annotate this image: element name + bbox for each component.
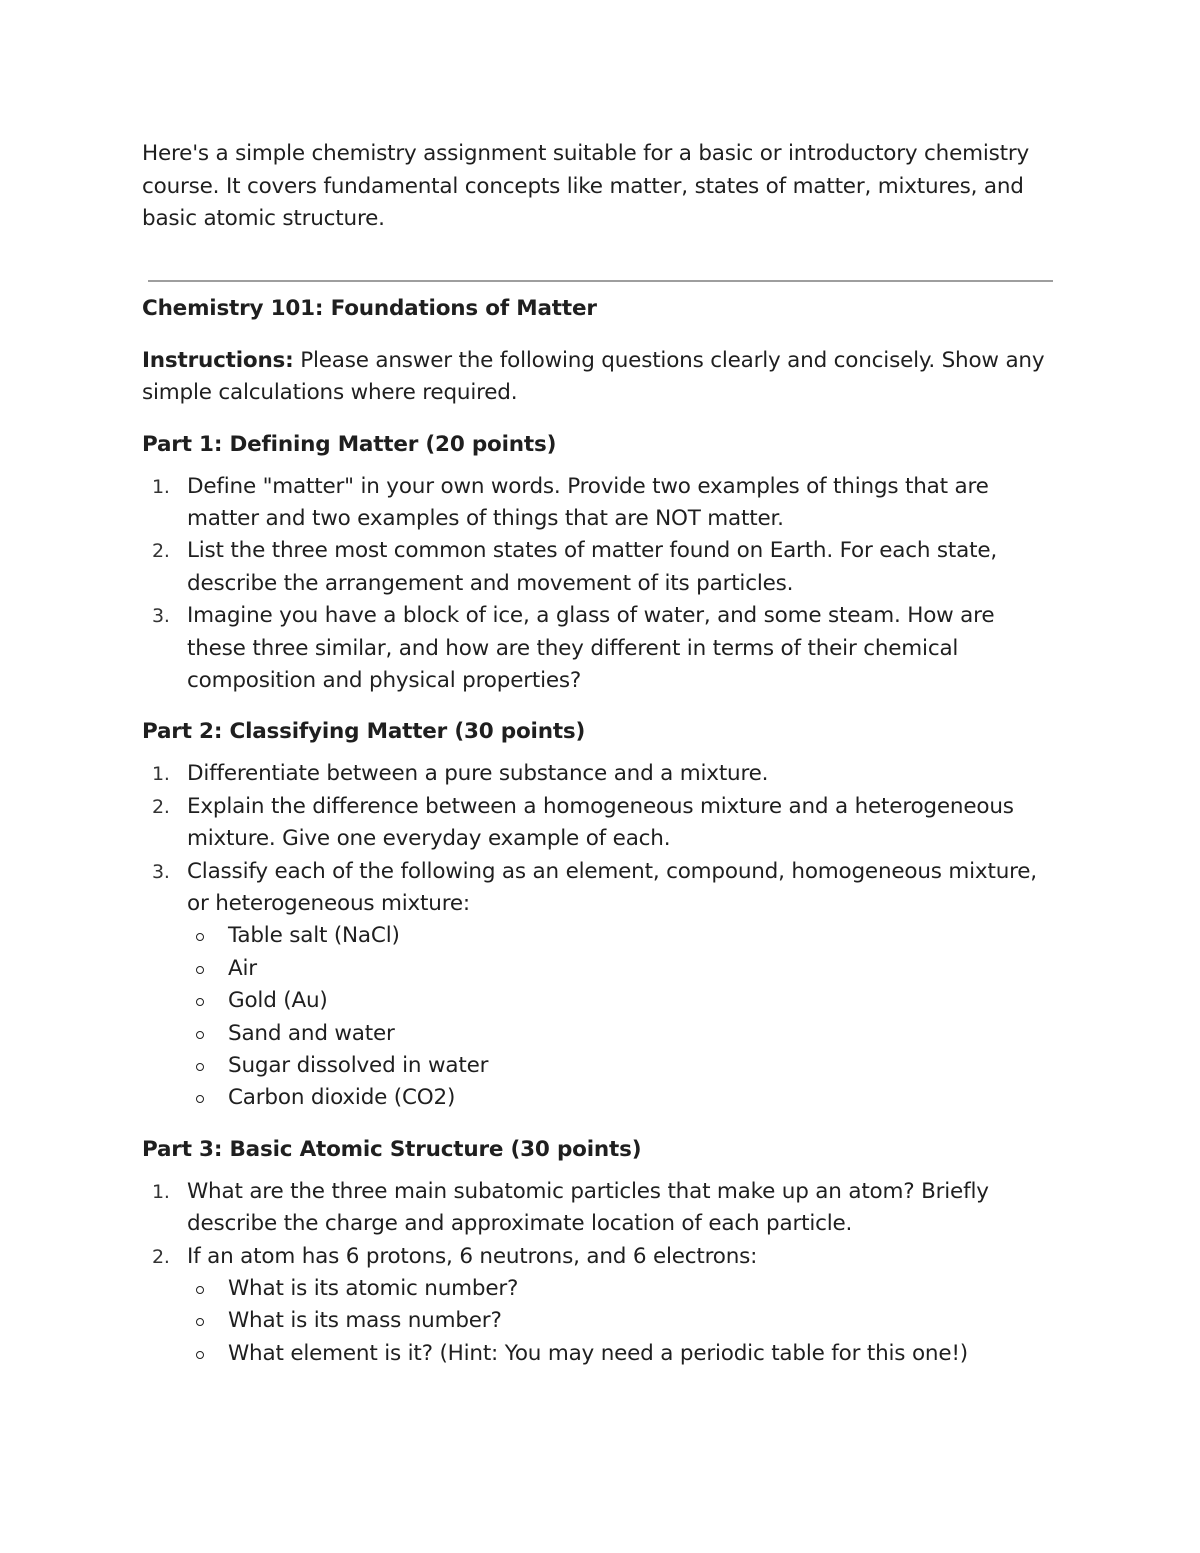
part-3-question-list [142, 1176, 1057, 1370]
sub-list-item [187, 1050, 1057, 1082]
question-text: Differentiate between a pure substance and a mixture. [187, 761, 769, 787]
list-item [142, 600, 1057, 697]
list-item [142, 535, 1057, 600]
sub-list-item [187, 1082, 1057, 1114]
question-text: Explain the difference between a homogeneous mixture and a heterogeneous mixture. Give one everyday example of each. [187, 793, 1014, 852]
question-text: If an atom has 6 protons, 6 neutrons, and 6 electrons: [187, 1243, 758, 1269]
sub-item-text: Gold (Au) [228, 988, 328, 1014]
sub-list-item [187, 1305, 1057, 1337]
instructions-text: Please answer the following questions clearly and concisely. Show any simple calculations where required. [142, 347, 1045, 405]
question-text: List the three most common states of matter found on Earth. For each state, describe the arrangement and movement of its particles. [187, 538, 998, 596]
sub-item-text: Air [228, 955, 257, 981]
sub-list-item [187, 985, 1057, 1017]
document-title: Chemistry 101: Foundations of Matter [142, 295, 597, 321]
circle-bullet-icon [196, 933, 204, 941]
intro-paragraph: Here's a simple chemistry assignment suitable for a basic or introductory chemistry course. It covers fundamental concepts like matter, states of matter, mixtures, and basic atomic structure. [142, 141, 1030, 231]
sub-item-text: Sand and water [228, 1020, 395, 1046]
sub-list-item [187, 1338, 1057, 1370]
instructions-paragraph [142, 345, 1057, 410]
circle-bullet-icon [196, 1318, 204, 1326]
part-3-heading: Part 3: Basic Atomic Structure (30 points) [142, 1136, 642, 1162]
sub-item-text: Sugar dissolved in water [228, 1053, 489, 1078]
question-text: Classify each of the following as an element, compound, homogeneous mixture, or heterogeneous mixture: [187, 858, 1037, 916]
circle-bullet-icon [196, 1031, 204, 1039]
question-number: 3. [152, 605, 170, 628]
question-number: 1. [152, 763, 170, 786]
circle-bullet-icon [196, 1351, 204, 1359]
sub-item-text: Table salt (NaCl) [228, 923, 400, 949]
sub-item-text: What element is it? (Hint: You may need a periodic table for this one!) [228, 1340, 968, 1366]
list-item [142, 471, 1057, 536]
list-item [142, 791, 1057, 856]
question-number: 2. [152, 1245, 170, 1268]
question-number: 1. [152, 1180, 170, 1203]
question-number: 3. [152, 860, 170, 883]
part-1-heading: Part 1: Defining Matter (20 points) [142, 431, 557, 457]
part-1-question-list [142, 471, 1057, 698]
circle-bullet-icon [196, 1095, 204, 1103]
sub-item-text: What is its atomic number? [228, 1276, 519, 1302]
list-item [142, 758, 1057, 790]
atom-questions-sublist [187, 1273, 1057, 1370]
circle-bullet-icon [196, 966, 204, 974]
list-item [142, 1241, 1057, 1371]
circle-bullet-icon [196, 998, 204, 1006]
list-item [142, 1176, 1057, 1241]
question-number: 1. [152, 475, 170, 498]
part-2-heading: Part 2: Classifying Matter (30 points) [142, 719, 586, 745]
question-text: Imagine you have a block of ice, a glass of water, and some steam. How are these three similar, and how are they different in terms of their chemical composition and physical properties? [187, 603, 995, 693]
assignment-document [142, 138, 1057, 1370]
instructions-label: Instructions: [142, 347, 294, 373]
classification-sublist [187, 920, 1057, 1114]
part-2-question-list [142, 758, 1057, 1114]
sub-list-item [187, 920, 1057, 952]
question-text: Define "matter" in your own words. Provide two examples of things that are matter and two examples of things that are NOT matter. [187, 473, 989, 531]
circle-bullet-icon [196, 1063, 204, 1071]
sub-item-text: Carbon dioxide (CO2) [228, 1085, 456, 1111]
sub-list-item [187, 1018, 1057, 1050]
sub-list-item [187, 953, 1057, 985]
sub-list-item [187, 1273, 1057, 1305]
circle-bullet-icon [196, 1286, 204, 1294]
question-number: 2. [152, 795, 170, 818]
list-item [142, 856, 1057, 1115]
question-number: 2. [152, 540, 170, 563]
horizontal-divider [148, 280, 1053, 282]
question-text: What are the three main subatomic particles that make up an atom? Briefly describe the charge and approximate location of each particle. [187, 1178, 989, 1237]
sub-item-text: What is its mass number? [228, 1308, 502, 1334]
